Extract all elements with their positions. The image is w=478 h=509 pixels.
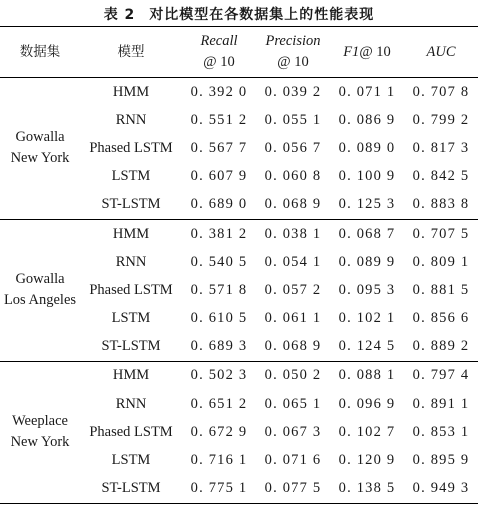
precision-cell: 0. 061 1 bbox=[264, 310, 322, 327]
precision-cell: 0. 054 1 bbox=[264, 253, 322, 270]
precision-cell: 0. 056 7 bbox=[264, 139, 322, 156]
precision-cell: 0. 067 3 bbox=[264, 423, 322, 440]
recall-cell: 0. 607 9 bbox=[190, 168, 248, 185]
dataset-group bbox=[0, 361, 478, 503]
header-f1-k: @ 10 bbox=[359, 43, 391, 60]
precision-cell: 0. 055 1 bbox=[264, 111, 322, 128]
f1-cell: 0. 096 9 bbox=[338, 395, 396, 412]
results-table bbox=[0, 26, 478, 504]
model-cell: HMM bbox=[112, 367, 150, 384]
auc-cell: 0. 853 1 bbox=[412, 423, 470, 440]
model-cell: LSTM bbox=[111, 452, 151, 469]
precision-cell: 0. 050 2 bbox=[264, 367, 322, 384]
precision-cell: 0. 038 1 bbox=[264, 225, 322, 242]
model-cell: ST-LSTM bbox=[101, 338, 161, 355]
f1-cell: 0. 068 7 bbox=[338, 225, 396, 242]
auc-cell: 0. 797 4 bbox=[412, 367, 470, 384]
f1-cell: 0. 138 5 bbox=[338, 480, 396, 497]
auc-cell: 0. 817 3 bbox=[412, 139, 470, 156]
header-f1-name: F1 bbox=[343, 43, 360, 60]
recall-cell: 0. 672 9 bbox=[190, 423, 248, 440]
dataset-group bbox=[0, 219, 478, 361]
auc-cell: 0. 883 8 bbox=[412, 196, 470, 213]
header-model: 模型 bbox=[117, 43, 145, 60]
model-cell: LSTM bbox=[111, 310, 151, 327]
model-cell: Phased LSTM bbox=[89, 139, 173, 156]
f1-cell: 0. 071 1 bbox=[338, 83, 396, 100]
table-row bbox=[0, 78, 478, 107]
f1-cell: 0. 089 9 bbox=[338, 253, 396, 270]
table-title: 对比模型在各数据集上的性能表现 bbox=[149, 7, 375, 23]
auc-cell: 0. 799 2 bbox=[412, 111, 470, 128]
table-number: 表 2 bbox=[103, 7, 136, 23]
precision-cell: 0. 068 9 bbox=[264, 196, 322, 213]
dataset-cell: Weeplace New York bbox=[10, 413, 70, 451]
header-row bbox=[0, 27, 478, 78]
table-row bbox=[0, 361, 478, 390]
f1-cell: 0. 086 9 bbox=[338, 111, 396, 128]
recall-cell: 0. 392 0 bbox=[190, 83, 248, 100]
auc-cell: 0. 881 5 bbox=[412, 281, 470, 298]
model-cell: RNN bbox=[115, 111, 147, 128]
f1-cell: 0. 088 1 bbox=[338, 367, 396, 384]
recall-cell: 0. 689 3 bbox=[190, 338, 248, 355]
header-recall-name: Recall bbox=[200, 33, 238, 49]
header-auc: AUC bbox=[426, 43, 456, 60]
f1-cell: 0. 120 9 bbox=[338, 452, 396, 469]
model-cell: RNN bbox=[115, 253, 147, 270]
header-f1 bbox=[330, 27, 404, 78]
precision-cell: 0. 068 9 bbox=[264, 338, 322, 355]
precision-cell: 0. 077 5 bbox=[264, 480, 322, 497]
auc-cell: 0. 889 2 bbox=[412, 338, 470, 355]
recall-cell: 0. 540 5 bbox=[190, 253, 248, 270]
f1-cell: 0. 100 9 bbox=[338, 168, 396, 185]
auc-cell: 0. 707 8 bbox=[412, 83, 470, 100]
header-recall bbox=[182, 27, 256, 78]
table-header bbox=[0, 27, 478, 78]
model-cell: ST-LSTM bbox=[101, 196, 161, 213]
auc-cell: 0. 949 3 bbox=[412, 480, 470, 497]
f1-cell: 0. 089 0 bbox=[338, 139, 396, 156]
recall-cell: 0. 775 1 bbox=[190, 480, 248, 497]
auc-cell: 0. 856 6 bbox=[412, 310, 470, 327]
model-cell: Phased LSTM bbox=[89, 423, 173, 440]
recall-cell: 0. 716 1 bbox=[190, 452, 248, 469]
f1-cell: 0. 095 3 bbox=[338, 281, 396, 298]
recall-cell: 0. 610 5 bbox=[190, 310, 248, 327]
header-recall-k: @ 10 bbox=[203, 54, 235, 70]
header-precision-name: Precision bbox=[265, 33, 321, 49]
f1-cell: 0. 124 5 bbox=[338, 338, 396, 355]
dataset-cell: Gowalla New York bbox=[10, 129, 70, 167]
auc-cell: 0. 891 1 bbox=[412, 395, 470, 412]
table-row bbox=[0, 219, 478, 248]
recall-cell: 0. 571 8 bbox=[190, 281, 248, 298]
recall-cell: 0. 551 2 bbox=[190, 111, 248, 128]
auc-cell: 0. 842 5 bbox=[412, 168, 470, 185]
precision-cell: 0. 060 8 bbox=[264, 168, 322, 185]
model-cell: HMM bbox=[112, 83, 150, 100]
dataset-group bbox=[0, 78, 478, 220]
recall-cell: 0. 651 2 bbox=[190, 395, 248, 412]
table-caption bbox=[0, 4, 478, 24]
precision-cell: 0. 065 1 bbox=[264, 395, 322, 412]
model-cell: ST-LSTM bbox=[101, 480, 161, 497]
header-dataset: 数据集 bbox=[19, 43, 61, 60]
precision-cell: 0. 071 6 bbox=[264, 452, 322, 469]
header-precision bbox=[256, 27, 330, 78]
recall-cell: 0. 567 7 bbox=[190, 139, 248, 156]
f1-cell: 0. 102 7 bbox=[338, 423, 396, 440]
model-cell: Phased LSTM bbox=[89, 281, 173, 298]
model-cell: LSTM bbox=[111, 168, 151, 185]
model-cell: RNN bbox=[115, 395, 147, 412]
recall-cell: 0. 381 2 bbox=[190, 225, 248, 242]
recall-cell: 0. 689 0 bbox=[190, 196, 248, 213]
auc-cell: 0. 809 1 bbox=[412, 253, 470, 270]
auc-cell: 0. 895 9 bbox=[412, 452, 470, 469]
f1-cell: 0. 125 3 bbox=[338, 196, 396, 213]
header-precision-k: @ 10 bbox=[277, 54, 309, 70]
model-cell: HMM bbox=[112, 225, 150, 242]
recall-cell: 0. 502 3 bbox=[190, 367, 248, 384]
precision-cell: 0. 057 2 bbox=[264, 281, 322, 298]
precision-cell: 0. 039 2 bbox=[264, 83, 322, 100]
dataset-cell: Gowalla Los Angeles bbox=[3, 271, 77, 309]
f1-cell: 0. 102 1 bbox=[338, 310, 396, 327]
auc-cell: 0. 707 5 bbox=[412, 225, 470, 242]
